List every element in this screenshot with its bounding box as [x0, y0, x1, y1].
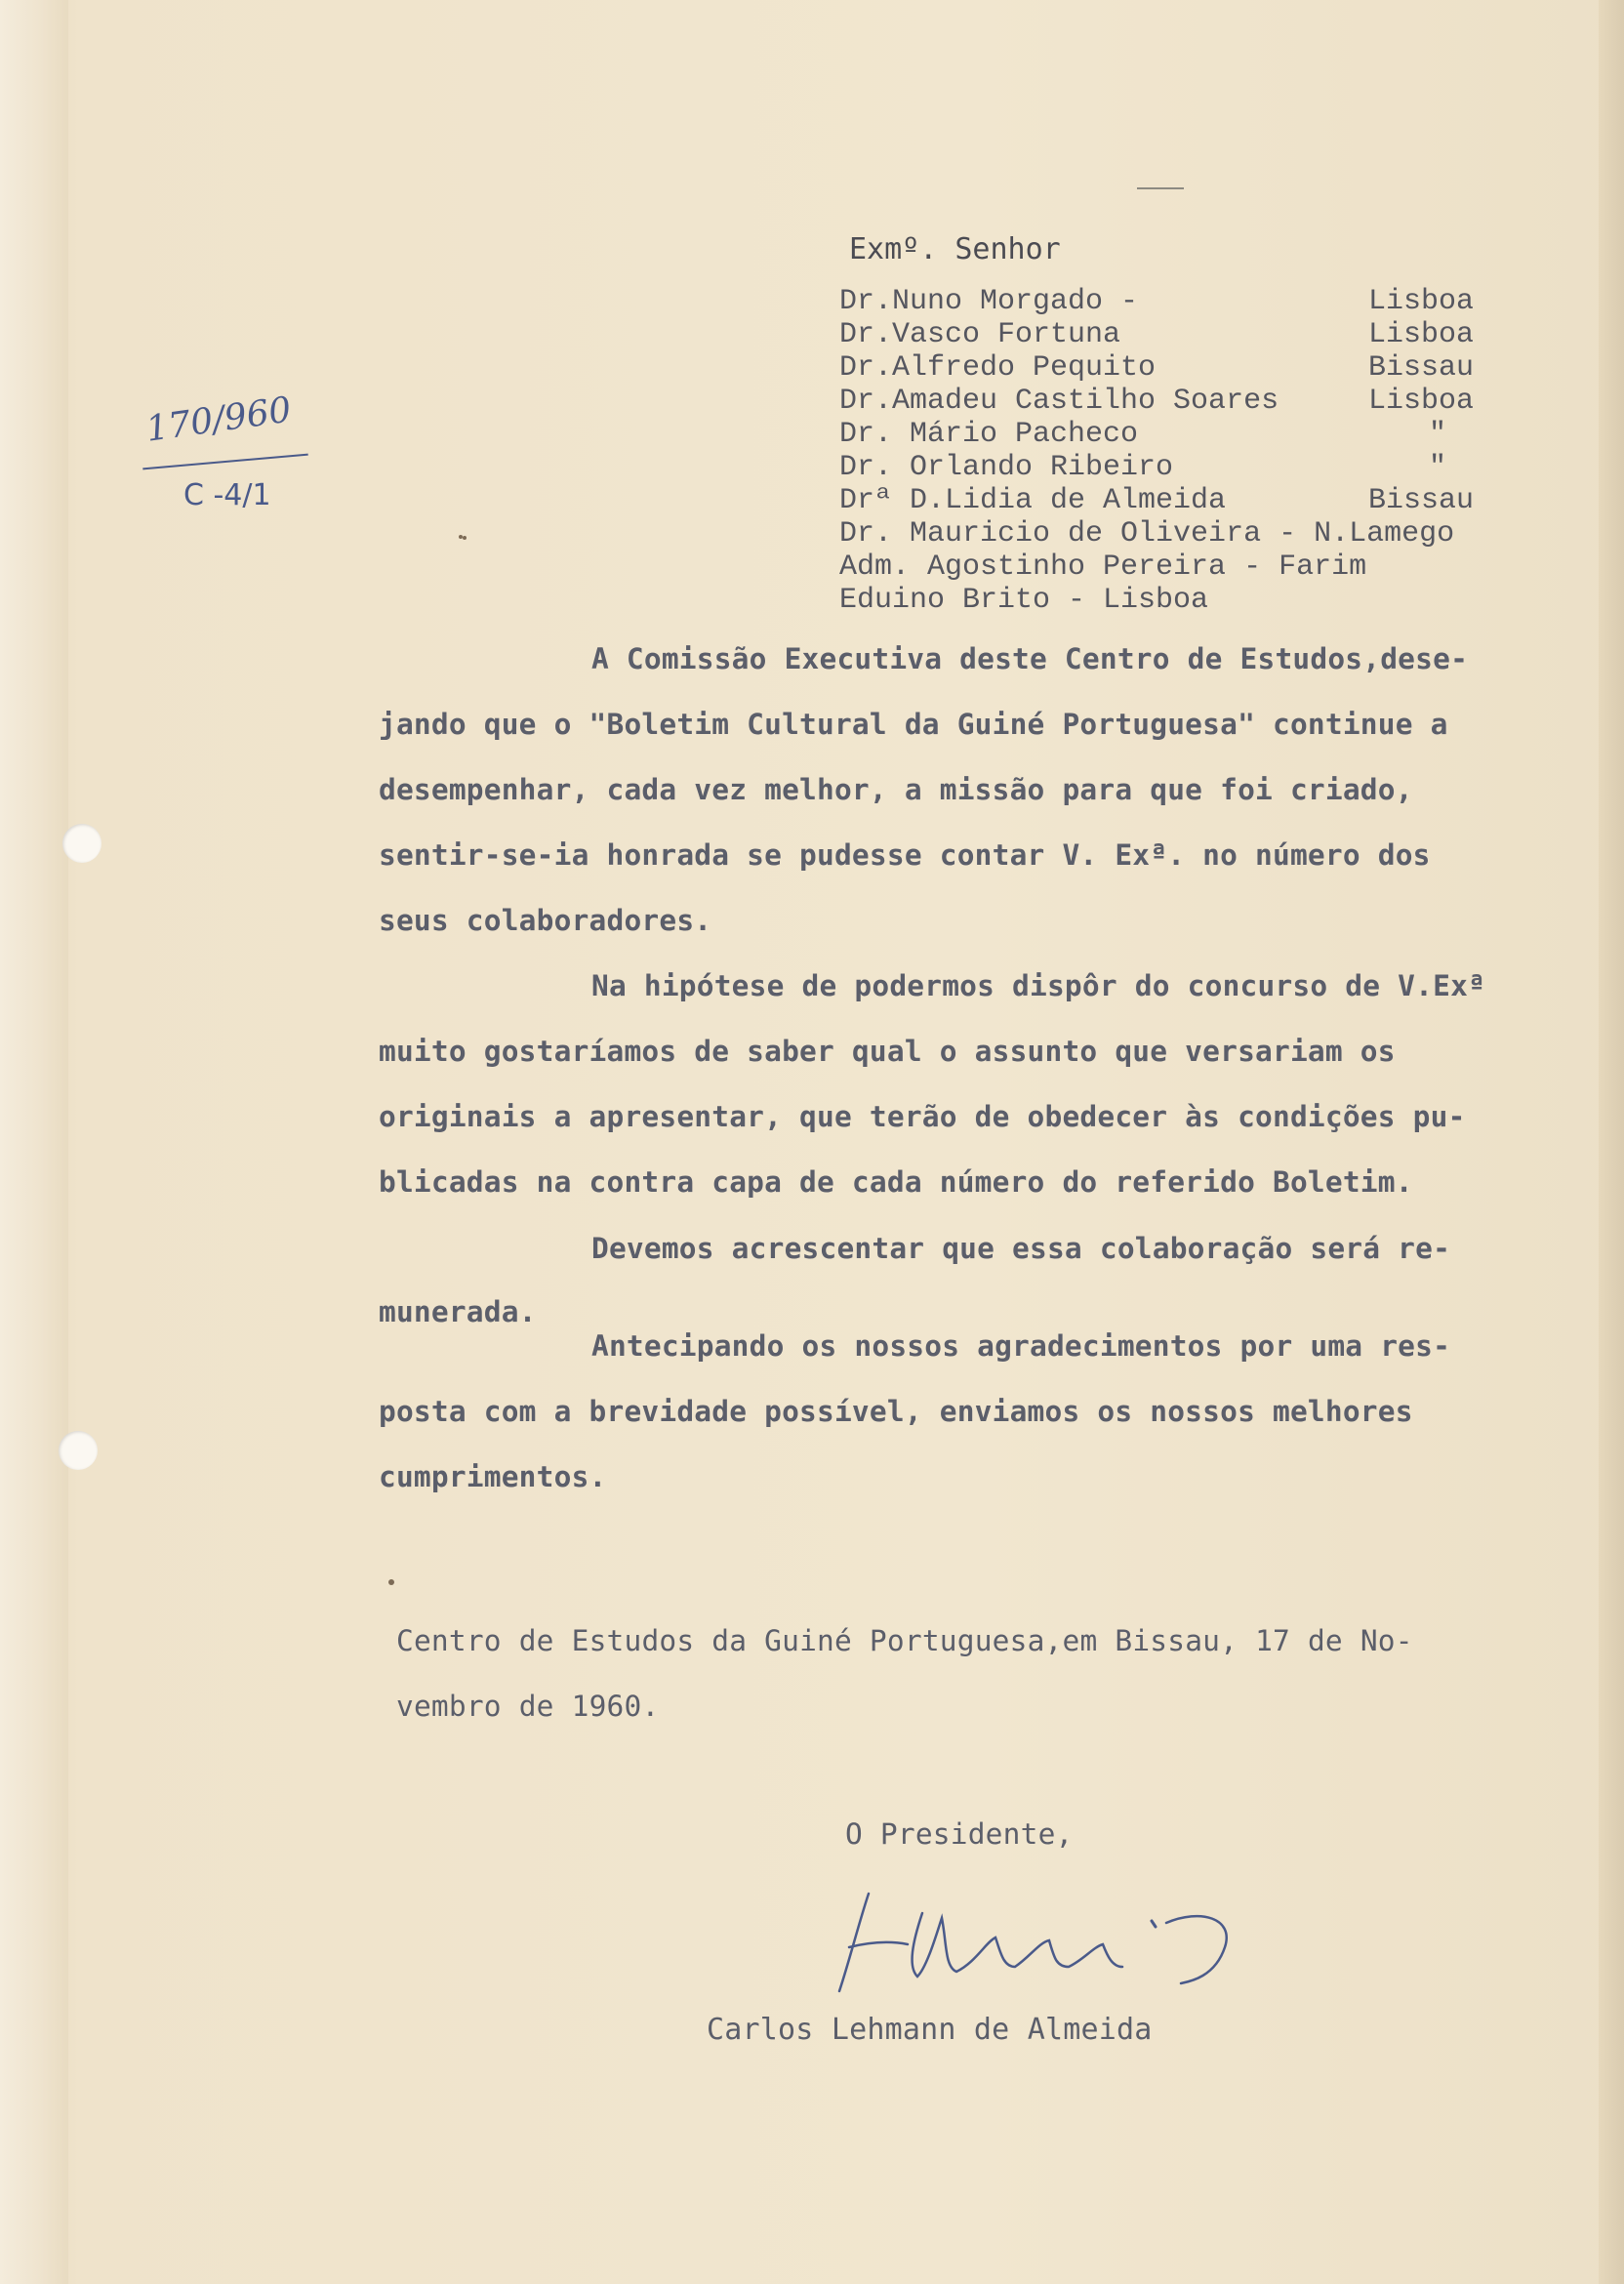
signatory-name: Carlos Lehmann de Almeida [707, 2013, 1153, 2047]
paper-speck [463, 536, 467, 540]
recipient-name: Eduino Brito - Lisboa [839, 584, 1209, 617]
closing-title: O Presidente, [845, 1817, 1074, 1851]
handwritten-signature [830, 1874, 1279, 2011]
paper-edge [1599, 0, 1624, 2284]
body-line: blicadas na contra capa de cada número do referido Boletim. [379, 1165, 1413, 1199]
recipient-name: Dr.Alfredo Pequito [839, 351, 1157, 385]
body-line: munerada. [379, 1295, 537, 1328]
binding-strip [0, 0, 68, 2284]
body-line: A Comissão Executiva deste Centro de Estudos,dese- [591, 642, 1469, 675]
recipient-city: " [1429, 451, 1447, 484]
body-line: cumprimentos. [379, 1460, 607, 1493]
recipient-city: " [1429, 418, 1447, 451]
recipient-city: Lisboa [1368, 318, 1475, 351]
top-dash [1137, 187, 1184, 189]
punch-hole [62, 824, 102, 863]
recipient-name: Drª D.Lidia de Almeida [839, 484, 1227, 517]
recipient-name: Dr. Mário Pacheco [839, 418, 1139, 451]
paper-speck [388, 1579, 394, 1585]
recipient-name: Adm. Agostinho Pereira - Farim [839, 551, 1367, 584]
body-line: jando que o "Boletim Cultural da Guiné Portuguesa" continue a [379, 708, 1448, 741]
recipient-city: Lisboa [1368, 285, 1475, 318]
reference-number: 170/960 [143, 389, 294, 450]
body-line: Devemos acrescentar que essa colaboração será re- [591, 1232, 1451, 1265]
recipient-name: Dr.Vasco Fortuna [839, 318, 1121, 351]
reference-code: C -4/1 [183, 478, 271, 512]
body-line: sentir-se-ia honrada se pudesse contar V. Exª. no número dos [379, 838, 1431, 872]
punch-hole [59, 1431, 98, 1470]
body-line: Na hipótese de podermos dispôr do concurso de V.Exª [591, 969, 1485, 1002]
body-line: originais a apresentar, que terão de obedecer às condições pu- [379, 1100, 1466, 1133]
recipient-city: Bissau [1368, 351, 1475, 385]
recipient-city: Lisboa [1368, 385, 1475, 418]
recipient-name: Dr.Amadeu Castilho Soares [839, 385, 1279, 418]
body-line: posta com a brevidade possível, enviamos os nossos melhores [379, 1395, 1413, 1428]
recipient-city: Bissau [1368, 484, 1475, 517]
date-line: Centro de Estudos da Guiné Portuguesa,em Bissau, 17 de No- [396, 1624, 1413, 1657]
body-line: Antecipando os nossos agradecimentos por uma res- [591, 1329, 1451, 1363]
date-line: vembro de 1960. [396, 1690, 660, 1723]
body-line: seus colaboradores. [379, 904, 712, 937]
recipient-name: Dr.Nuno Morgado - [839, 285, 1139, 318]
body-line: desempenhar, cada vez melhor, a missão para que foi criado, [379, 773, 1413, 806]
body-line: muito gostaríamos de saber qual o assunto que versariam os [379, 1035, 1396, 1068]
recipient-name: Dr. Mauricio de Oliveira - N.Lamego [839, 517, 1455, 551]
recipient-name: Dr. Orlando Ribeiro [839, 451, 1174, 484]
salutation: Exmº. Senhor [849, 232, 1061, 266]
